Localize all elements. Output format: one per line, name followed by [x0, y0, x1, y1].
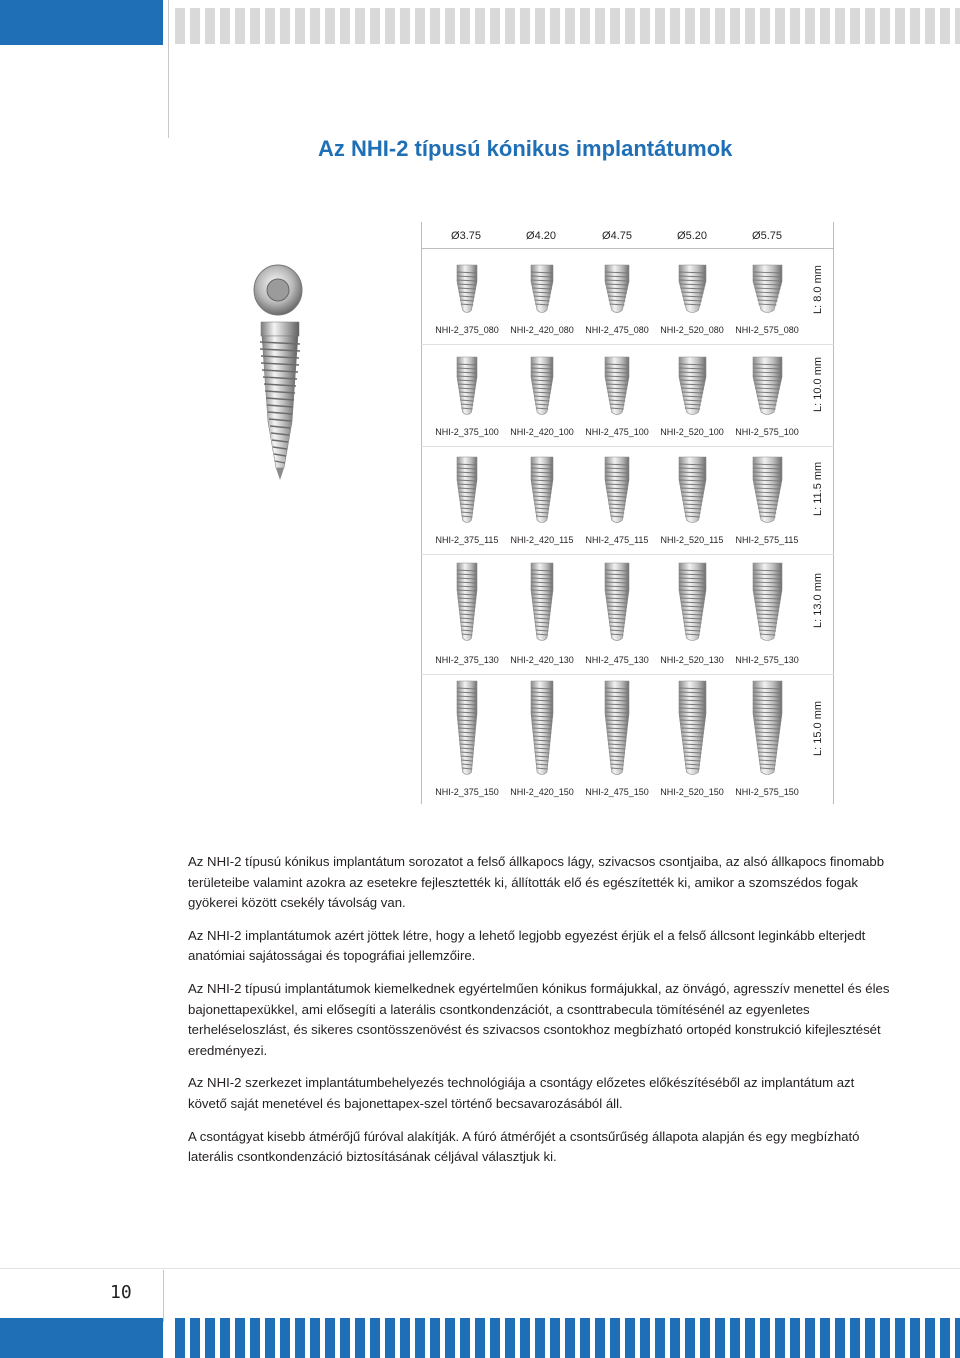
- implant-code: NHI-2_575_130: [735, 655, 799, 665]
- implant-thumbnail: [677, 456, 708, 526]
- implant-thumbnail: [455, 680, 479, 778]
- implant-code: NHI-2_375_150: [435, 787, 499, 797]
- implant-thumbnail: [603, 264, 631, 316]
- implant-thumbnail: [529, 456, 555, 526]
- paragraph: Az NHI-2 szerkezet implantátumbehelyezés technológiája a csontágy előzetes előkészítéséből az implantátum azt követő saját menetével és bajonettapex-szel történő becsavarozásából áll.: [188, 1075, 855, 1111]
- implant-code: NHI-2_520_130: [660, 655, 724, 665]
- implant-thumbnail: [603, 562, 631, 644]
- table-border-left: [421, 222, 422, 804]
- length-label: L: 8.0 mm: [812, 265, 824, 314]
- implant-body: [605, 357, 629, 415]
- implant-code: NHI-2_375_130: [435, 655, 499, 665]
- row-divider: [421, 554, 834, 555]
- table-border-right: [833, 222, 834, 804]
- implant-thumbnail: [677, 562, 708, 644]
- implant-thumbnail: [603, 456, 631, 526]
- implant-thumbnail: [529, 562, 555, 644]
- length-label: L: 15.0 mm: [812, 700, 824, 756]
- implant-thumbnail: [529, 356, 555, 418]
- footer-stripes: [175, 1318, 960, 1358]
- row-divider: [421, 674, 834, 675]
- implant-code: NHI-2_375_115: [435, 535, 499, 545]
- implant-code: NHI-2_475_115: [585, 535, 649, 545]
- paragraph: Az NHI-2 típusú implantátumok kiemelkednek egyértelműen kónikus formájukkal, az önvágó, agresszív menettel és éles bajonettapexükkel, ami elősegíti a laterális csontkondenzációt, a csonttrabecula tömítésénél az egyenletes terheléseloszlást, és sikeres csontösszenövést és szivacsos csontokhoz megbízható ortopéd konstrukció kifejlesztését eredményezi.: [188, 980, 890, 1058]
- implant-code: NHI-2_575_150: [735, 787, 799, 797]
- implant-thumbnail: [677, 356, 708, 418]
- implant-code: NHI-2_575_080: [735, 325, 799, 335]
- implant-thumbnail: [455, 456, 479, 526]
- implant-code: NHI-2_520_080: [660, 325, 724, 335]
- implant-code: NHI-2_420_100: [510, 427, 574, 437]
- implant-thumbnail: [529, 264, 555, 316]
- implant-thumbnail: [603, 356, 631, 418]
- featured-implant-image: [248, 262, 328, 484]
- paragraph: Az NHI-2 típusú kónikus implantátum sorozatot a felső állkapocs lágy, szivacsos csontjaiba, az alsó állkapocs finomabb területeibe valamint azokra az esetekre fejlesztették ki, állították elő és egészítették ki, amikor a szomszédos fogak gyökerei között csekély távolság van.: [188, 854, 885, 911]
- body-text: [188, 852, 893, 1180]
- diameter-label: Ø4.20: [526, 230, 556, 242]
- implant-body: [531, 357, 553, 415]
- implant-thumbnail: [529, 680, 555, 778]
- implant-code: NHI-2_520_150: [660, 787, 724, 797]
- implant-thumbnail: [751, 562, 784, 644]
- implant-code: NHI-2_420_115: [510, 535, 574, 545]
- header-stripes: [175, 8, 960, 44]
- implant-code: NHI-2_475_080: [585, 325, 649, 335]
- page-number: 10: [110, 1282, 132, 1303]
- implant-thumbnail: [751, 680, 784, 778]
- implant-code: NHI-2_420_130: [510, 655, 574, 665]
- length-label: L: 10.0 mm: [812, 356, 824, 412]
- implant-body: [457, 357, 477, 415]
- header-blue-block: [0, 0, 163, 45]
- footer-vertical-rule: [163, 1270, 164, 1322]
- footer-divider: [0, 1268, 960, 1269]
- implant-code: NHI-2_475_150: [585, 787, 649, 797]
- implant-code: NHI-2_520_115: [660, 535, 724, 545]
- row-divider: [421, 446, 834, 447]
- implant-thumbnail: [455, 562, 479, 644]
- paragraph: Az NHI-2 implantátumok azért jöttek létre, hogy a lehető legjobb egyezést érjük el a felső állcsont leginkább elterjedt anatómiai sajátosságai és topográfiai jellemzőire.: [188, 927, 866, 964]
- implant-thumbnail: [455, 264, 479, 316]
- implant-code: NHI-2_375_080: [435, 325, 499, 335]
- implant-body: [679, 357, 706, 415]
- paragraph: A csontágyat kisebb átmérőjű fúróval alakítják. A fúró átmérőjét a csontsűrűség állapota alapján és egy megbízható laterális csontkondenzáció biztosításának céljával választjuk ki.: [188, 1128, 860, 1165]
- implant-thumbnail: [455, 356, 479, 418]
- header-divider: [168, 0, 169, 138]
- length-label: L: 11.5 mm: [812, 461, 824, 516]
- page-title: Az NHI-2 típusú kónikus implantátumok: [318, 136, 733, 161]
- implant-code: NHI-2_475_100: [585, 427, 649, 437]
- implant-thumbnail: [751, 356, 784, 418]
- implant-code: NHI-2_575_100: [735, 427, 799, 437]
- implant-thumbnail: [751, 456, 784, 526]
- diameter-label: Ø4.75: [602, 230, 632, 242]
- diameter-label: Ø5.75: [752, 230, 782, 242]
- diameter-label: Ø3.75: [451, 230, 481, 242]
- implant-body: [753, 357, 782, 415]
- implant-code: NHI-2_420_150: [510, 787, 574, 797]
- row-divider: [421, 344, 834, 345]
- implant-thumbnail: [603, 680, 631, 778]
- length-label: L: 13.0 mm: [812, 572, 824, 628]
- footer-blue-block: [0, 1318, 163, 1358]
- implant-thumbnail: [677, 680, 708, 778]
- implant-thumbnail: [751, 264, 784, 316]
- implant-code: NHI-2_475_130: [585, 655, 649, 665]
- implant-code: NHI-2_420_080: [510, 325, 574, 335]
- implant-collar: [261, 322, 299, 336]
- implant-code: NHI-2_375_100: [435, 427, 499, 437]
- table-header-divider: [421, 248, 834, 249]
- implant-code: NHI-2_520_100: [660, 427, 724, 437]
- implant-thumbnail: [677, 264, 708, 316]
- implant-code: NHI-2_575_115: [735, 535, 799, 545]
- diameter-label: Ø5.20: [677, 230, 707, 242]
